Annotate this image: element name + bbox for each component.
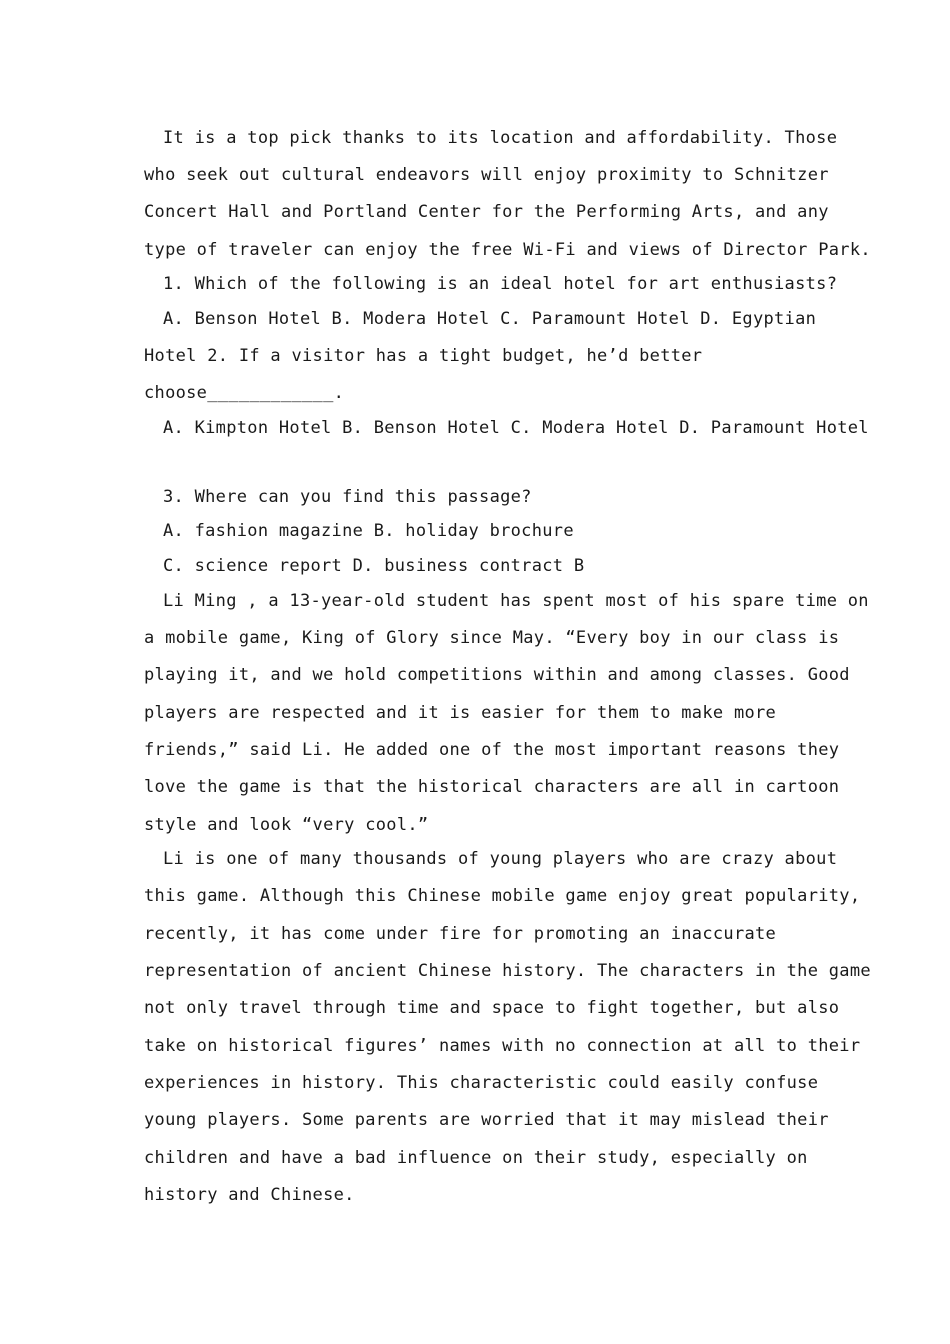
- passage2-para2-line: take on historical figures’ names with no connection at all to their: [144, 1036, 861, 1056]
- passage2-para2-line: experiences in history. This characteristic could easily confuse: [144, 1073, 819, 1093]
- question-1-options: A. Benson Hotel B. Modera Hotel C. Paramount Hotel D. Egyptian: [163, 309, 817, 329]
- passage2-para1-line: style and look “very cool.”: [144, 815, 429, 835]
- passage2-para2-line: recently, it has come under fire for promoting an inaccurate: [144, 924, 777, 944]
- question-2-blank: choose____________.: [144, 383, 345, 403]
- passage2-para1-line: a mobile game, King of Glory since May. “Every boy in our class is: [144, 628, 840, 648]
- passage2-para1-line: players are respected and it is easier for them to make more: [144, 703, 777, 723]
- question-2-options: A. Kimpton Hotel B. Benson Hotel C. Modera Hotel D. Paramount Hotel: [163, 418, 869, 438]
- passage2-para2-line: history and Chinese.: [144, 1185, 355, 1205]
- question-3-options: A. fashion magazine B. holiday brochure: [163, 521, 574, 541]
- passage2-para1-line: playing it, and we hold competitions within and among classes. Good: [144, 665, 850, 685]
- passage2-para2-line: representation of ancient Chinese history. The characters in the game: [144, 961, 871, 981]
- passage1-line: who seek out cultural endeavors will enjoy proximity to Schnitzer: [144, 165, 829, 185]
- question-3-options-cont: C. science report D. business contract B: [163, 556, 585, 576]
- question-1: 1. Which of the following is an ideal hotel for art enthusiasts?: [163, 274, 838, 294]
- passage2-para2-line: not only travel through time and space to fight together, but also: [144, 998, 840, 1018]
- passage1-line: Concert Hall and Portland Center for the Performing Arts, and any: [144, 202, 829, 222]
- passage2-para1-line: love the game is that the historical characters are all in cartoon: [144, 777, 840, 797]
- passage2-para2-line: young players. Some parents are worried that it may mislead their: [144, 1110, 829, 1130]
- passage2-para2-line: children and have a bad influence on their study, especially on: [144, 1148, 808, 1168]
- passage2-para2-line: Li is one of many thousands of young players who are crazy about: [163, 849, 838, 869]
- passage1-line: type of traveler can enjoy the free Wi-Fi and views of Director Park.: [144, 240, 871, 260]
- passage1-line: It is a top pick thanks to its location and affordability. Those: [163, 128, 838, 148]
- question-1-options-cont: Hotel 2. If a visitor has a tight budget, he’d better: [144, 346, 703, 366]
- passage2-para1-line: friends,” said Li. He added one of the most important reasons they: [144, 740, 840, 760]
- passage2-para1-line: Li Ming , a 13-year-old student has spent most of his spare time on: [163, 591, 869, 611]
- question-3: 3. Where can you find this passage?: [163, 487, 532, 507]
- passage2-para2-line: this game. Although this Chinese mobile game enjoy great popularity,: [144, 886, 861, 906]
